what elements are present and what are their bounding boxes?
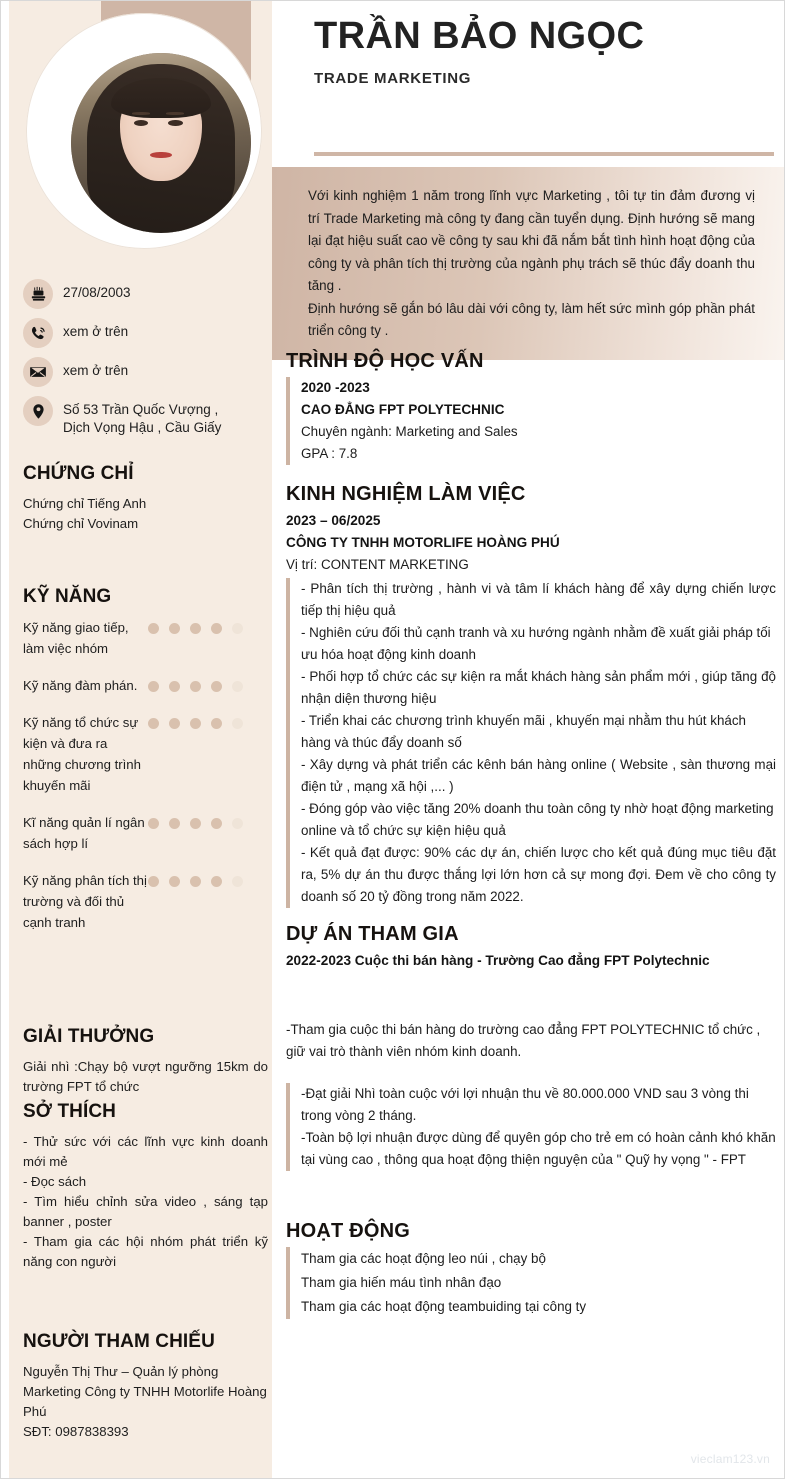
activity-item: Tham gia các hoạt động teambuiding tại công ty [301,1299,587,1314]
page-title: TRẦN BẢO NGỌC [314,15,645,57]
experience-position: Vị trí: CONTENT MARKETING [286,557,469,572]
experience-title: KINH NGHIỆM LÀM VIỆC [286,483,526,505]
contact-item-phone [23,318,268,348]
project-details [286,1083,776,1171]
rating-dot [169,818,180,829]
rating-dot [211,876,222,887]
certificate-item: Chứng chỉ Vovinam [23,516,139,531]
reference-title: NGƯỜI THAM CHIẾU [23,1331,215,1352]
reference-line: Nguyễn Thị Thư – Quản lý phòng Marketing Công ty TNHH Motorlife Hoàng Phú [23,1364,267,1419]
skill-label: Kỹ năng đàm phán. [23,678,138,693]
avatar-eye-left [134,120,148,126]
rating-dot [169,623,180,634]
reference-line: SĐT: 0987838393 [23,1424,129,1439]
education-period: 2020 -2023 [301,380,370,395]
activity-item: Tham gia các hoạt động leo núi , chạy bộ [301,1251,546,1266]
experience-bullet: - Xây dựng và phát triển các kênh bán hàng online ( Website , sàn thương mại điện tử , mạng xã hội ,... ) [301,757,776,794]
activities-title: HOẠT ĐỘNG [286,1220,411,1242]
experience-bullet: - Phối hợp tổ chức các sự kiện ra mắt khách hàng sản phẩm mới , giúp tăng độ nhận diện thương hiệu [301,669,776,706]
sidebar [9,1,272,1479]
skill-row [23,617,268,659]
rating-dot [211,718,222,729]
reference-section [23,1331,268,1442]
education-school: CAO ĐẲNG FPT POLYTECHNIC [301,402,505,417]
name-block [314,13,774,87]
experience-bullets [286,578,776,908]
skills-title: KỸ NĂNG [23,586,112,607]
hobby-item: - Thử sức với các lĩnh vực kinh doanh mới mẻ [23,1134,268,1169]
contact-item-address [23,396,268,437]
education-section [286,350,776,465]
education-title: TRÌNH ĐỘ HỌC VẤN [286,350,484,372]
experience-bullet: - Đóng góp vào việc tăng 20% doanh thu toàn công ty nhờ hoạt động marketing online và tổ chức sự kiện hiệu quả [301,801,774,838]
rating-dot-empty [232,718,243,729]
phone-icon [23,318,53,348]
certificates-section [23,463,268,534]
skill-label: Kỹ năng giao tiếp, làm việc nhóm [23,620,129,656]
hobbies-section [23,1101,268,1272]
activity-item: Tham gia hiến máu tình nhân đạo [301,1275,502,1290]
skill-row [23,675,268,696]
rating-dot [190,623,201,634]
project-detail: -Toàn bộ lợi nhuận được dùng để quyên góp cho trẻ em có hoàn cảnh khó khăn tại vùng cao , thông qua hoạt động thiện nguyện của " Quỹ hy vọng " - FPT [301,1130,776,1167]
experience-bullet: - Phân tích thị trường , hành vi và tâm lí khách hàng để xây dựng chiến lược tiếp thị hiệu quả [301,581,776,618]
project-intro: -Tham gia cuộc thi bán hàng do trường cao đẳng FPT POLYTECHNIC tổ chức , giữ vai trò thành viên nhóm kinh doanh. [286,1022,761,1059]
skill-rating [148,617,268,634]
experience-period: 2023 – 06/2025 [286,513,381,528]
project-subtitle: 2022-2023 Cuộc thi bán hàng - Trường Cao đẳng FPT Polytechnic [286,953,710,968]
rating-dot [190,681,201,692]
project-intro-block [286,1019,776,1063]
watermark: vieclam123.vn [690,1452,770,1466]
rating-dot [211,818,222,829]
header-divider [314,152,774,156]
skill-row [23,812,268,854]
projects-title: DỰ ÁN THAM GIA [286,923,459,945]
rating-dot [148,681,159,692]
experience-bullet: - Kết quả đạt được: 90% các dự án, chiến lược cho kết quả đúng mục tiêu đặt ra, 5% dự án thu được thắng lợi lớn hơn cả sự mong đợi. Đem về cho công ty doanh số 20 tỷ đồng trong năm 2022. [301,845,776,904]
birthday-cake-icon [23,279,53,309]
rating-dot-empty [232,681,243,692]
contact-value: Số 53 Trần Quốc Vượng , Dịch Vọng Hậu , Cầu Giấy [63,402,222,435]
rating-dot [148,876,159,887]
awards-text: Giải nhì :Chạy bộ vượt ngưỡng 15km do trường FPT tổ chức [23,1059,268,1094]
project-details-block [286,1083,776,1171]
rating-dot-empty [232,623,243,634]
contact-value: xem ở trên [63,324,129,339]
location-pin-icon [23,396,53,426]
skill-row [23,870,268,933]
contact-item-email [23,357,268,387]
summary-paragraph: Định hướng sẽ gắn bó lâu dài với công ty, làm hết sức mình góp phần phát triển công ty . [308,300,755,338]
activities-list [286,1247,776,1319]
rating-dot [169,718,180,729]
job-title: TRADE MARKETING [314,70,472,87]
rating-dot [211,681,222,692]
skill-label: Kỹ năng phân tích thị trường và đối thủ cạnh tranh [23,873,147,930]
experience-bullet: - Triển khai các chương trình khuyến mãi , khuyến mại nhằm thu hút khách hàng và thúc đẩy doanh số [301,713,746,750]
rating-dot [190,876,201,887]
avatar-ring [26,13,262,249]
experience-company: CÔNG TY TNHH MOTORLIFE HOÀNG PHÚ [286,535,560,550]
experience-bullet: - Nghiên cứu đối thủ cạnh tranh và xu hướng ngành nhằm đề xuất giải pháp tối ưu hóa hoạt động kinh doanh [301,625,771,662]
contact-list [23,279,268,446]
summary-box [272,167,785,360]
education-entry [286,377,776,465]
certificates-title: CHỨNG CHỈ [23,463,134,484]
skill-rating [148,870,268,887]
rating-dot [190,718,201,729]
avatar [71,53,251,233]
skill-rating [148,812,268,829]
certificate-item: Chứng chỉ Tiếng Anh [23,496,147,511]
summary-paragraph: Với kinh nghiệm 1 năm trong lĩnh vực Marketing , tôi tự tin đảm đương vị trí Trade Marketing mà công ty đang cần tuyển dụng. Định hướng sẽ mang lại đạt hiệu suất cao về công ty sau khi đã nắm bắt tình hình hoạt động của công ty và phân tích thị trường của ngành phụ trách sẽ thúc đẩy doanh thu tăng . [308,188,755,293]
projects-section [286,923,776,972]
hobbies-title: SỞ THÍCH [23,1101,117,1122]
rating-dot-empty [232,876,243,887]
project-detail: -Đạt giải Nhì toàn cuộc với lợi nhuận thu về 80.000.000 VND sau 3 vòng thi trong vòng 2 tháng. [301,1086,749,1123]
education-major: Chuyên ngành: Marketing and Sales [301,424,518,439]
rating-dot [148,623,159,634]
awards-section [23,1026,268,1097]
contact-value: xem ở trên [63,363,129,378]
contact-item-date-of-birth [23,279,268,309]
rating-dot [169,876,180,887]
activities-section [286,1220,776,1319]
hobby-item: - Tham gia các hội nhóm phát triển kỹ năng con người [23,1234,268,1269]
envelope-icon [23,357,53,387]
contact-value: 27/08/2003 [63,285,131,300]
skill-label: Kỹ năng tổ chức sự kiện và đưa ra những chương trình khuyến mãi [23,715,141,793]
experience-section [286,483,776,908]
skills-section [23,586,268,949]
rating-dot [148,718,159,729]
skill-label: Kĩ năng quản lí ngân sách hợp lí [23,815,145,851]
rating-dot [211,623,222,634]
avatar-eye-right [168,120,182,126]
main-column [272,1,785,1479]
rating-dot [148,818,159,829]
skill-rating [148,675,268,692]
hobby-item: - Tìm hiểu chỉnh sửa video , sáng tạp banner , poster [23,1194,268,1229]
rating-dot-empty [232,818,243,829]
rating-dot [190,818,201,829]
education-gpa: GPA : 7.8 [301,446,358,461]
skill-row [23,712,268,796]
rating-dot [169,681,180,692]
awards-title: GIẢI THƯỞNG [23,1026,155,1047]
skill-rating [148,712,268,729]
hobby-item: - Đọc sách [23,1174,87,1189]
